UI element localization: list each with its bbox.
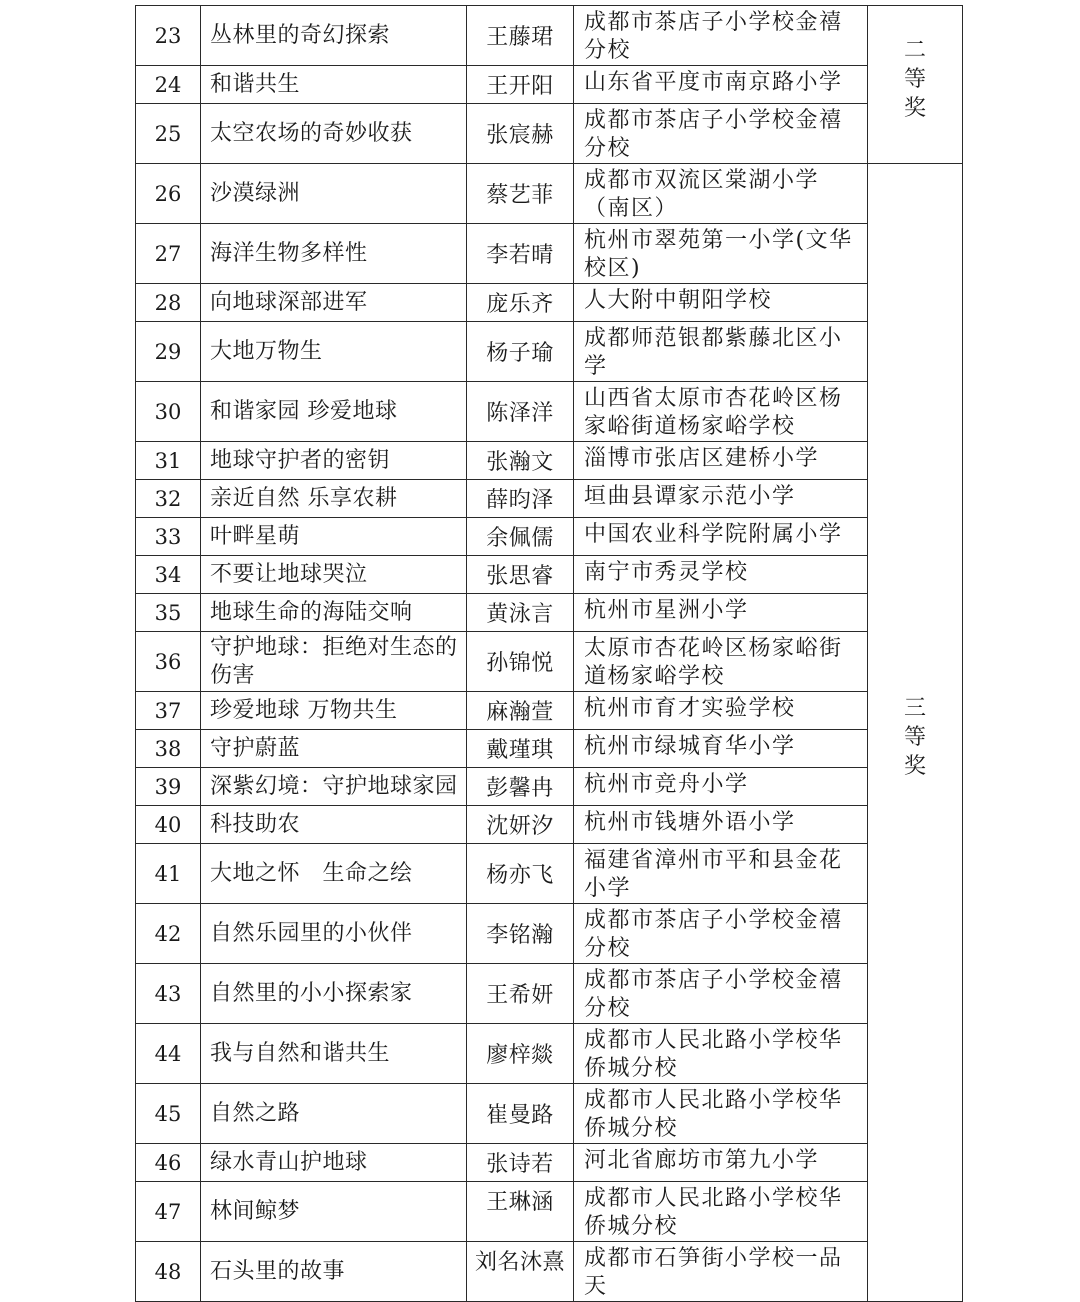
- table-row: [136, 632, 963, 692]
- entry-number: 26: [136, 164, 201, 224]
- work-title: 大地万物生: [201, 322, 467, 382]
- work-title: 我与自然和谐共生: [201, 1024, 467, 1084]
- work-title: 大地之怀 生命之绘: [201, 844, 467, 904]
- work-title: 珍爱地球 万物共生: [201, 692, 467, 730]
- award-table: [135, 5, 963, 1302]
- entry-number: 24: [136, 66, 201, 104]
- entry-number: 27: [136, 224, 201, 284]
- school-name: 成都师范银都紫藤北区小学: [574, 322, 868, 382]
- table-row: [136, 844, 963, 904]
- work-title: 亲近自然 乐享农耕: [201, 480, 467, 518]
- entry-number: 40: [136, 806, 201, 844]
- work-title: 林间鲸梦: [201, 1182, 467, 1242]
- author-name: 张宸赫: [467, 104, 574, 164]
- table-row: [136, 692, 963, 730]
- author-name: 刘名沐熹: [467, 1242, 574, 1302]
- author-name: 王开阳: [467, 66, 574, 104]
- award-level-third: [868, 164, 963, 1302]
- work-title: 丛林里的奇幻探索: [201, 6, 467, 66]
- school-name: 成都市茶店子小学校金禧分校: [574, 964, 868, 1024]
- table-row: [136, 518, 963, 556]
- work-title: 不要让地球哭泣: [201, 556, 467, 594]
- table-row: [136, 480, 963, 518]
- school-name: 福建省漳州市平和县金花小学: [574, 844, 868, 904]
- author-name: 沈妍汐: [467, 806, 574, 844]
- table-row: [136, 1144, 963, 1182]
- table-row: [136, 66, 963, 104]
- author-name: 戴瑾琪: [467, 730, 574, 768]
- table-row: [136, 1242, 963, 1302]
- entry-number: 38: [136, 730, 201, 768]
- author-name: 王希妍: [467, 964, 574, 1024]
- work-title: 太空农场的奇妙收获: [201, 104, 467, 164]
- author-name: 庞乐齐: [467, 284, 574, 322]
- school-name: 杭州市翠苑第一小学(文华校区): [574, 224, 868, 284]
- entry-number: 45: [136, 1084, 201, 1144]
- entry-number: 42: [136, 904, 201, 964]
- table-row: [136, 1182, 963, 1242]
- work-title: 沙漠绿洲: [201, 164, 467, 224]
- table-row: [136, 104, 963, 164]
- author-name: 杨亦飞: [467, 844, 574, 904]
- entry-number: 30: [136, 382, 201, 442]
- author-name: 余佩儒: [467, 518, 574, 556]
- table-row: [136, 442, 963, 480]
- entry-number: 43: [136, 964, 201, 1024]
- school-name: 杭州市竞舟小学: [574, 768, 868, 806]
- table-row: [136, 164, 963, 224]
- author-name: 张诗若: [467, 1144, 574, 1182]
- school-name: 成都市石笋街小学校一品天: [574, 1242, 868, 1302]
- award-level-second: [868, 6, 963, 164]
- school-name: 中国农业科学院附属小学: [574, 518, 868, 556]
- entry-number: 23: [136, 6, 201, 66]
- school-name: 垣曲县谭家示范小学: [574, 480, 868, 518]
- work-title: 绿水青山护地球: [201, 1144, 467, 1182]
- school-name: 杭州市育才实验学校: [574, 692, 868, 730]
- work-title: 叶畔星萌: [201, 518, 467, 556]
- entry-number: 37: [136, 692, 201, 730]
- work-title: 守护蔚蓝: [201, 730, 467, 768]
- table-row: [136, 904, 963, 964]
- entry-number: 34: [136, 556, 201, 594]
- author-name: 麻瀚萱: [467, 692, 574, 730]
- work-title: 向地球深部进军: [201, 284, 467, 322]
- author-name: 杨子瑜: [467, 322, 574, 382]
- author-name: 蔡艺菲: [467, 164, 574, 224]
- work-title: 地球生命的海陆交响: [201, 594, 467, 632]
- school-name: 太原市杏花岭区杨家峪街道杨家峪学校: [574, 632, 868, 692]
- author-name: 李若晴: [467, 224, 574, 284]
- school-name: 杭州市钱塘外语小学: [574, 806, 868, 844]
- school-name: 河北省廊坊市第九小学: [574, 1144, 868, 1182]
- author-name: 孙锦悦: [467, 632, 574, 692]
- school-name: 山西省太原市杏花岭区杨家峪街道杨家峪学校: [574, 382, 868, 442]
- school-name: 淄博市张店区建桥小学: [574, 442, 868, 480]
- work-title: 海洋生物多样性: [201, 224, 467, 284]
- school-name: 杭州市绿城育华小学: [574, 730, 868, 768]
- author-name: 廖梓燚: [467, 1024, 574, 1084]
- table-row: [136, 768, 963, 806]
- table-row: [136, 1084, 963, 1144]
- work-title: 和谐家园 珍爱地球: [201, 382, 467, 442]
- entry-number: 25: [136, 104, 201, 164]
- author-name: 陈泽洋: [467, 382, 574, 442]
- work-title: 守护地球：拒绝对生态的伤害: [201, 632, 467, 692]
- entry-number: 47: [136, 1182, 201, 1242]
- entry-number: 44: [136, 1024, 201, 1084]
- school-name: 成都市茶店子小学校金禧分校: [574, 904, 868, 964]
- entry-number: 41: [136, 844, 201, 904]
- school-name: 成都市人民北路小学校华侨城分校: [574, 1182, 868, 1242]
- work-title: 地球守护者的密钥: [201, 442, 467, 480]
- entry-number: 46: [136, 1144, 201, 1182]
- entry-number: 31: [136, 442, 201, 480]
- school-name: 成都市人民北路小学校华侨城分校: [574, 1084, 868, 1144]
- entry-number: 39: [136, 768, 201, 806]
- work-title: 自然里的小小探索家: [201, 964, 467, 1024]
- school-name: 成都市人民北路小学校华侨城分校: [574, 1024, 868, 1084]
- work-title: 深紫幻境：守护地球家园: [201, 768, 467, 806]
- table-row: [136, 806, 963, 844]
- entry-number: 35: [136, 594, 201, 632]
- award-level-label: 二等奖: [903, 38, 926, 121]
- work-title: 科技助农: [201, 806, 467, 844]
- entry-number: 28: [136, 284, 201, 322]
- table-row: [136, 382, 963, 442]
- entry-number: 36: [136, 632, 201, 692]
- table-row: [136, 556, 963, 594]
- work-title: 和谐共生: [201, 66, 467, 104]
- table-row: [136, 322, 963, 382]
- table-row: [136, 284, 963, 322]
- award-level-label: 三等奖: [903, 696, 926, 779]
- school-name: 人大附中朝阳学校: [574, 284, 868, 322]
- author-name: 张瀚文: [467, 442, 574, 480]
- school-name: 山东省平度市南京路小学: [574, 66, 868, 104]
- table-row: [136, 964, 963, 1024]
- entry-number: 48: [136, 1242, 201, 1302]
- table-row: [136, 594, 963, 632]
- table-row: [136, 1024, 963, 1084]
- author-name: 李铭瀚: [467, 904, 574, 964]
- author-name: 彭馨冉: [467, 768, 574, 806]
- work-title: 自然之路: [201, 1084, 467, 1144]
- work-title: 石头里的故事: [201, 1242, 467, 1302]
- school-name: 成都市茶店子小学校金禧分校: [574, 6, 868, 66]
- table-row: [136, 224, 963, 284]
- author-name: 崔曼路: [467, 1084, 574, 1144]
- table-row: [136, 730, 963, 768]
- entry-number: 29: [136, 322, 201, 382]
- entry-number: 32: [136, 480, 201, 518]
- entry-number: 33: [136, 518, 201, 556]
- school-name: 杭州市星洲小学: [574, 594, 868, 632]
- author-name: 黄泳言: [467, 594, 574, 632]
- school-name: 成都市双流区棠湖小学（南区）: [574, 164, 868, 224]
- school-name: 成都市茶店子小学校金禧分校: [574, 104, 868, 164]
- work-title: 自然乐园里的小伙伴: [201, 904, 467, 964]
- author-name: 薛昀泽: [467, 480, 574, 518]
- author-name: 王藤珺: [467, 6, 574, 66]
- author-name: 王琳涵: [467, 1182, 574, 1242]
- table-row: [136, 6, 963, 66]
- school-name: 南宁市秀灵学校: [574, 556, 868, 594]
- author-name: 张思睿: [467, 556, 574, 594]
